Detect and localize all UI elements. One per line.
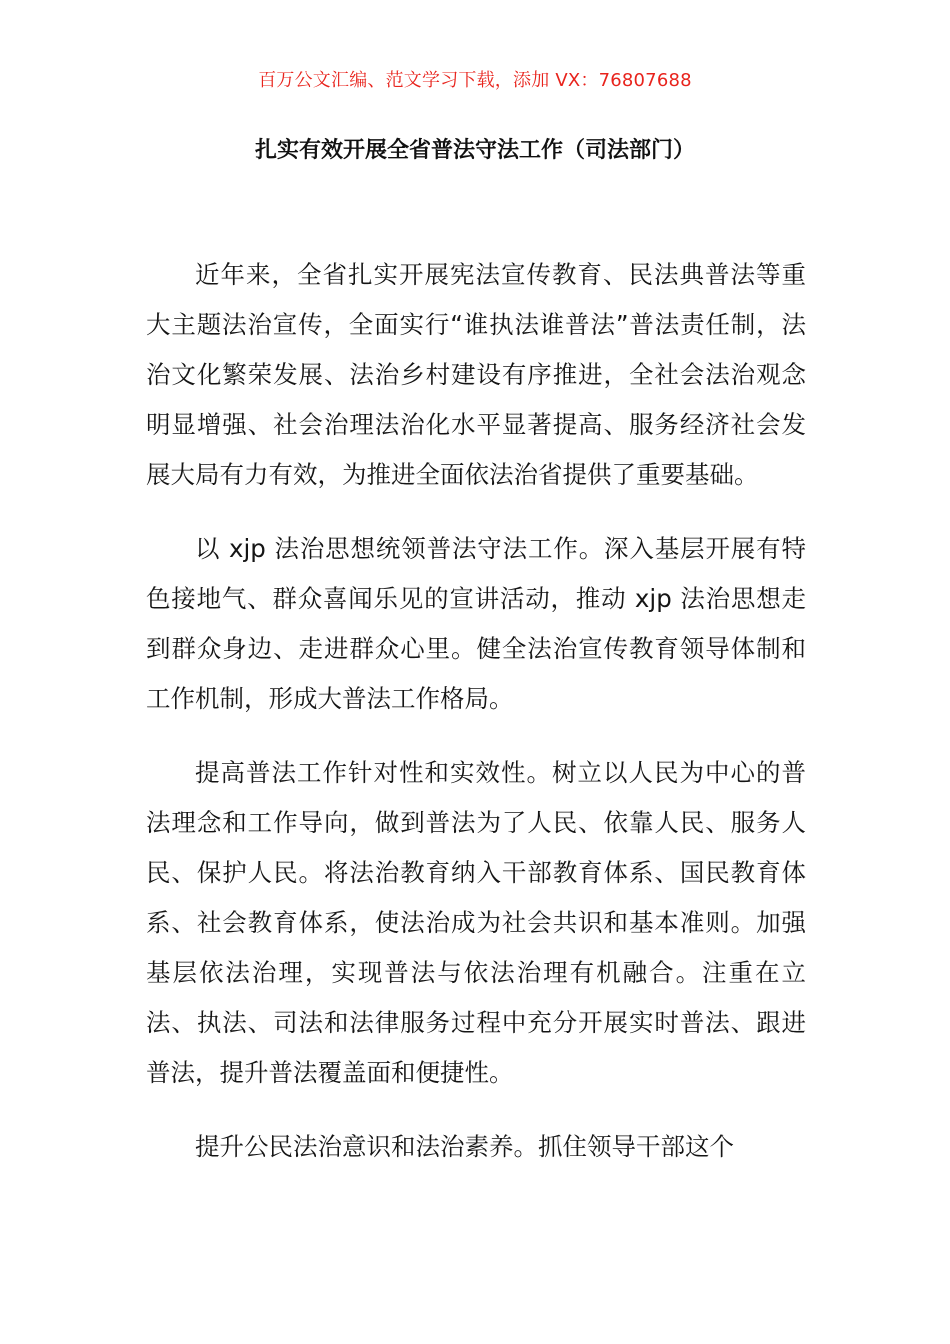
document-body [146,250,806,1196]
paragraph-1: 近年来，全省扎实开展宪法宣传教育、民法典普法等重大主题法治宣传，全面实行“谁执法谁普法”普法责任制，法治文化繁荣发展、法治乡村建设有序推进，全社会法治观念明显增强、社会治理法治化水平显著提高、服务经济社会发展大局有力有效，为推进全面依法治省提供了重要基础。 [146,260,806,489]
header-contact-note: 百万公文汇编、范文学习下载，添加 VX：76807688 [258,70,692,91]
paragraph-3: 提高普法工作针对性和实效性。树立以人民为中心的普法理念和工作导向，做到普法为了人民、依靠人民、服务人民、保护人民。将法治教育纳入干部教育体系、国民教育体系、社会教育体系，使法治成为社会共识和基本准则。加强基层依法治理，实现普法与依法治理有机融合。注重在立法、执法、司法和法律服务过程中充分开展实时普法、跟进普法，提升普法覆盖面和便捷性。 [146,758,806,1087]
paragraph-4: 提升公民法治意识和法治素养。抓住领导干部这个 [195,1132,734,1161]
document-title: 扎实有效开展全省普法守法工作（司法部门） [254,138,695,163]
paragraph-2: 以 xjp 法治思想统领普法守法工作。深入基层开展有特色接地气、群众喜闻乐见的宣讲活动，推动 xjp 法治思想走到群众身边、走进群众心里。健全法治宣传教育领导体制和工作机制，形成大普法工作格局。 [146,534,806,713]
